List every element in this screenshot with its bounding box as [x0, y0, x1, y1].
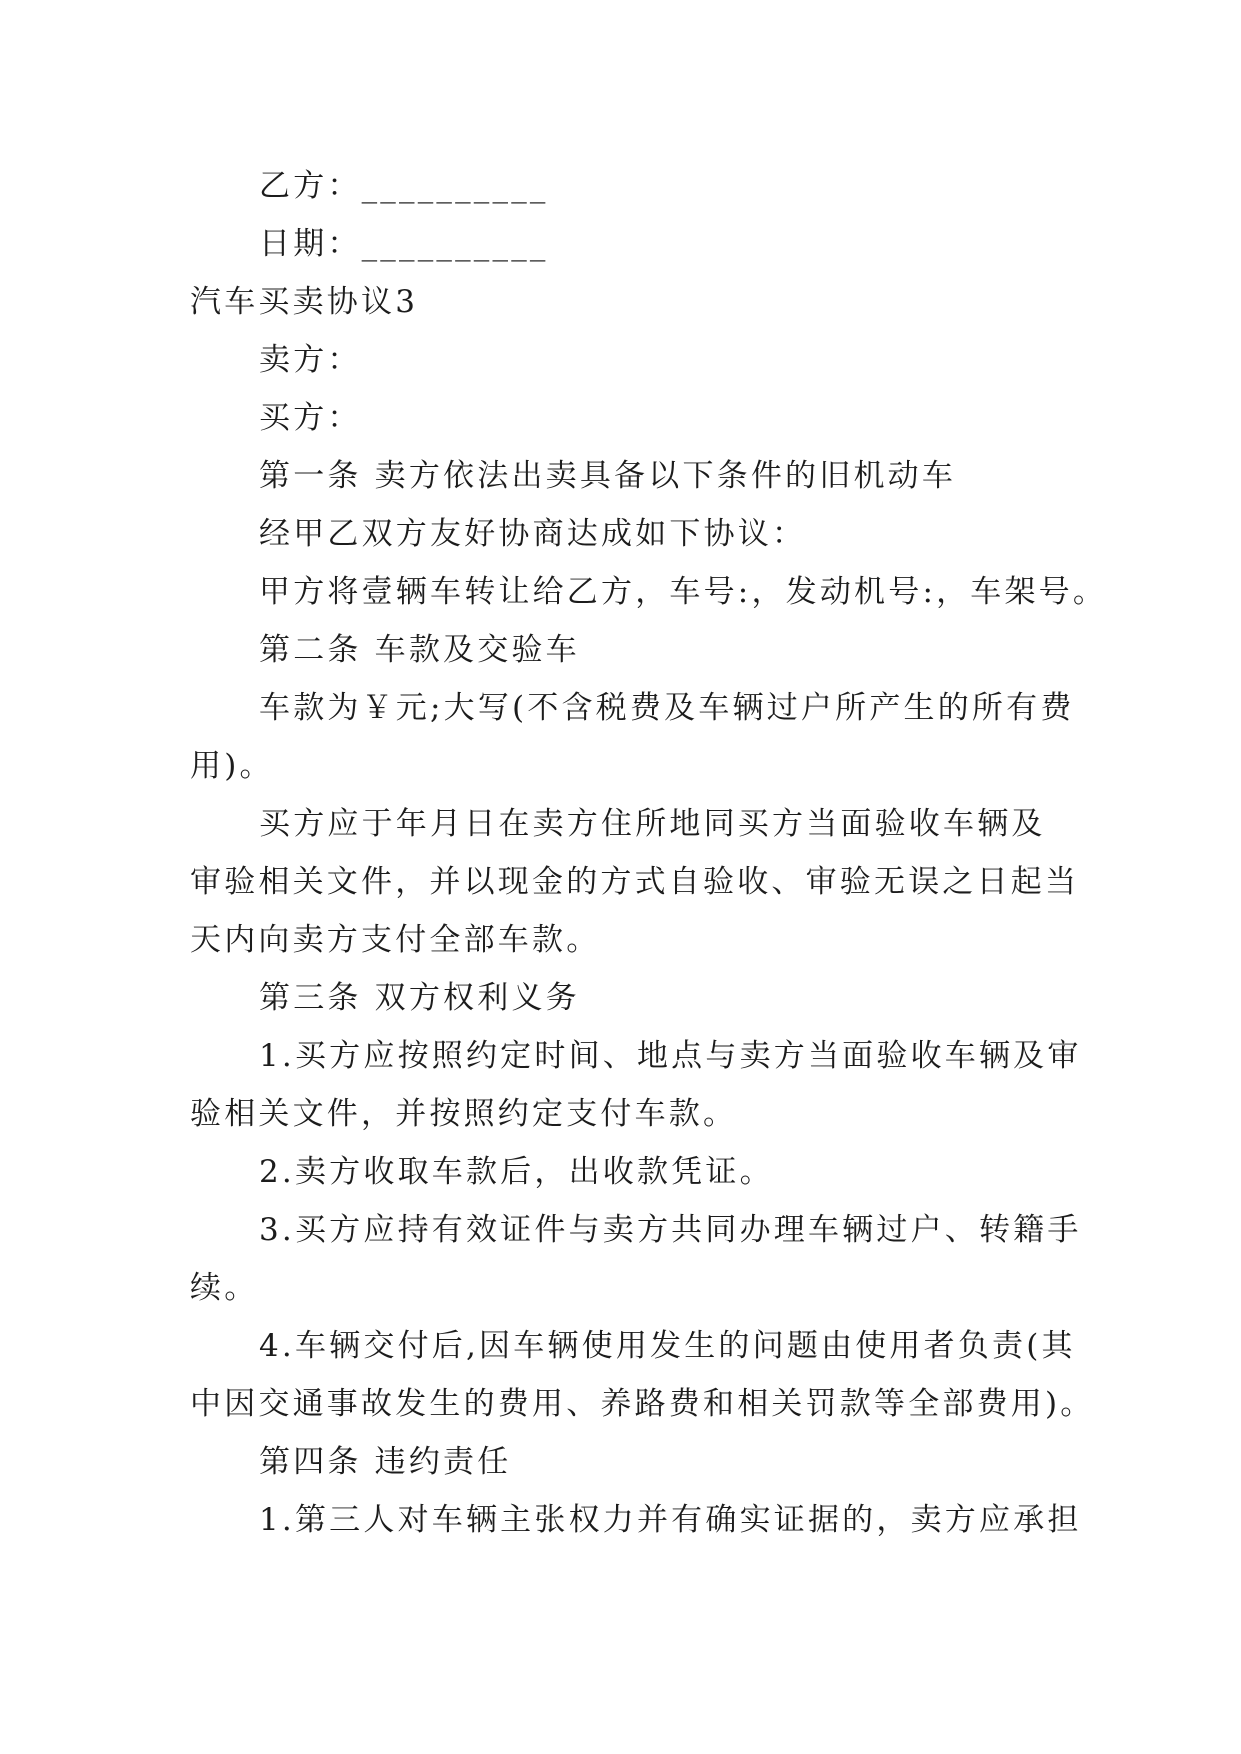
- party-b-line: 乙方：__________: [259, 168, 549, 204]
- paragraph-line: 1.买方应按照约定时间、地点与卖方当面验收车辆及审: [259, 1038, 1082, 1074]
- seller-line: 卖方：: [259, 342, 362, 378]
- article-1-heading: 第一条 卖方依法出卖具备以下条件的旧机动车: [259, 458, 957, 494]
- paragraph-line: 3.买方应持有效证件与卖方共同办理车辆过户、转籍手: [259, 1212, 1082, 1248]
- agreement-title: 汽车买卖协议3: [190, 284, 419, 320]
- paragraph-line: 买方应于年月日在卖方住所地同买方当面验收车辆及: [259, 806, 1046, 842]
- paragraph-line: 4.车辆交付后,因车辆使用发生的问题由使用者负责(其: [259, 1328, 1076, 1364]
- paragraph-line: 验相关文件，并按照约定支付车款。: [190, 1096, 738, 1132]
- date-line: 日期：__________: [259, 226, 549, 262]
- paragraph-line: 车款为￥元;大写(不含税费及车辆过户所产生的所有费: [259, 690, 1075, 726]
- buyer-line: 买方：: [259, 400, 362, 436]
- paragraph-line: 1.第三人对车辆主张权力并有确实证据的，卖方应承担: [259, 1502, 1082, 1538]
- paragraph-line: 2.卖方收取车款后，出收款凭证。: [259, 1154, 774, 1190]
- article-3-heading: 第三条 双方权利义务: [259, 980, 580, 1016]
- paragraph-line: 经甲乙双方友好协商达成如下协议：: [259, 516, 807, 552]
- paragraph-line: 中因交通事故发生的费用、养路费和相关罚款等全部费用)。: [190, 1386, 1095, 1422]
- paragraph-line: 审验相关文件，并以现金的方式自验收、审验无误之日起当: [190, 864, 1080, 900]
- paragraph-line: 甲方将壹辆车转让给乙方，车号:，发动机号:，车架号。: [259, 574, 1108, 610]
- article-2-heading: 第二条 车款及交验车: [259, 632, 580, 668]
- article-4-heading: 第四条 违约责任: [259, 1444, 512, 1480]
- paragraph-line: 天内向卖方支付全部车款。: [190, 922, 601, 958]
- paragraph-line: 续。: [190, 1270, 259, 1306]
- paragraph-line: 用)。: [190, 748, 274, 784]
